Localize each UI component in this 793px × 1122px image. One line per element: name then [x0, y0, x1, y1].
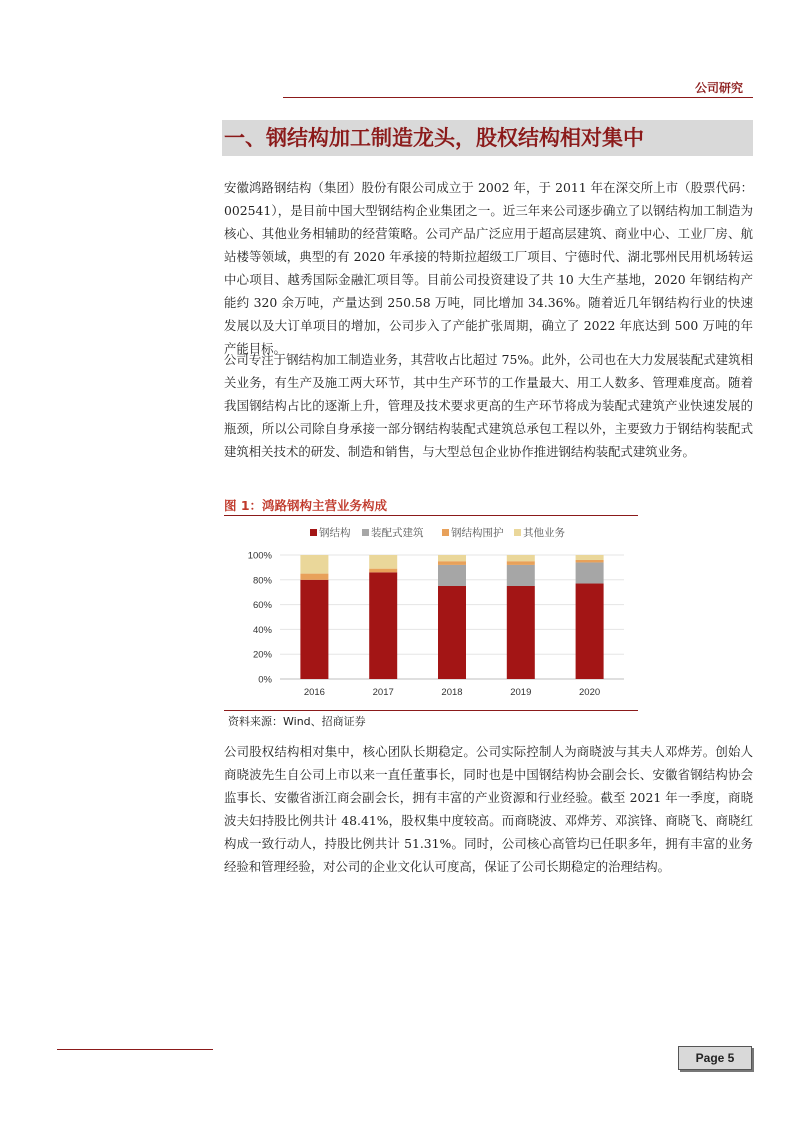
legend-label-1: 装配式建筑: [371, 527, 424, 539]
bar-2020-series-0: [576, 584, 604, 679]
chart-bars: [300, 555, 603, 679]
paragraph-shareholding: 公司股权结构相对集中，核心团队长期稳定。公司实际控制人为商晓波与其夫人邓烨芳。创始人商晓波先生自公司上市以来一直任董事长，同时也是中国钢结构协会副会长、安徽省钢结构协会监事长、安徽省浙江商会副会长，拥有丰富的产业资源和行业经验。截至 2021 年一季度，商晓波夫妇持股比例共计 48.41%，股权集中度较高。而商晓波、邓烨芳、邓滨锋、商晓飞、商晓红构成一致行动人，持股比例共计 51.31%。同时，公司核心高管均已任职多年，拥有丰富的业务经验和管理经验，对公司的企业文化认可度高，保证了公司长期稳定的治理结构。: [224, 744, 753, 874]
x-tick-label-2018: 2018: [441, 687, 463, 698]
legend-swatch-0: [310, 529, 317, 536]
legend-swatch-2: [442, 529, 449, 536]
x-tick-label-2020: 2020: [579, 687, 601, 698]
figure-title: 图 1：鸿路钢构主营业务构成: [224, 498, 388, 513]
bar-2016-series-3: [300, 555, 328, 574]
x-tick-label-2019: 2019: [510, 687, 532, 698]
bar-2017-series-2: [369, 569, 397, 573]
bar-2018-series-3: [438, 555, 466, 561]
bar-2020-series-3: [576, 555, 604, 560]
bar-2018-series-1: [438, 565, 466, 586]
figure-rule-top: [224, 515, 638, 516]
paragraph-business-focus: 公司专注于钢结构加工制造业务，其营收占比超过 75%。此外，公司也在大力发展装配式建筑相关业务，有生产及施工两大环节，其中生产环节的工作量最大、用工人数多、管理难度高。随着我国钢结构占比的逐渐上升，管理及技术要求更高的生产环节将成为装配式建筑产业快速发展的瓶颈，所以公司除自身承接一部分钢结构装配式建筑总承包工程以外，主要致力于钢结构装配式建筑相关技术的研发、制造和销售，与大型总包企业协作推进钢结构装配式建筑业务。: [224, 352, 753, 459]
paragraph-company-intro: 安徽鸿路钢结构（集团）股份有限公司成立于 2002 年，于 2011 年在深交所上市（股票代码：002541），是目前中国大型钢结构企业集团之一。近三年来公司逐步确立了以钢结构加工制造为核心、其他业务相辅助的经营策略。公司产品广泛应用于超高层建筑、商业中心、工业厂房、航站楼等领域，典型的有 2020 年承接的特斯拉超级工厂项目、宁德时代、湖北鄂州民用机场转运中心项目、越秀国际金融汇项目等。目前公司投资建设了共 10 大生产基地，2020 年钢结构产能约 320 余万吨，产量达到 250.58 万吨，同比增加 34.36%。随着近几年钢结构行业的快速发展以及大订单项目的增加，公司步入了产能扩张周期，确立了 2022 年底达到 500 万吨的年产能目标。: [224, 180, 753, 356]
bar-2017-series-0: [369, 572, 397, 679]
bar-2016-series-0: [300, 580, 328, 679]
x-tick-label-2017: 2017: [372, 687, 394, 698]
bar-2019-series-1: [507, 565, 535, 586]
bar-2019-series-3: [507, 555, 535, 561]
bar-2019-series-2: [507, 561, 535, 565]
legend-label-0: 钢结构: [319, 527, 351, 539]
legend-label-3: 其他业务: [523, 527, 565, 539]
y-tick-label-2: 40%: [252, 624, 272, 636]
x-tick-label-2016: 2016: [303, 687, 325, 698]
section-title: 一、钢结构加工制造龙头，股权结构相对集中: [224, 126, 644, 150]
business-composition-chart: [224, 518, 638, 708]
figure-source: 资料来源：Wind、招商证券: [228, 715, 366, 728]
bar-2017-series-3: [369, 555, 397, 569]
figure-rule-bottom: [224, 710, 638, 711]
y-tick-label-5: 100%: [247, 550, 272, 562]
chart-legend: [310, 526, 565, 539]
y-tick-label-0: 0%: [258, 674, 272, 686]
y-tick-label-3: 60%: [252, 600, 272, 612]
bar-2019-series-0: [507, 586, 535, 679]
page-number: Page 5: [678, 1046, 752, 1070]
legend-label-2: 钢结构围护: [451, 527, 504, 539]
chart-y-axis: [248, 551, 273, 686]
bar-2020-series-1: [576, 562, 604, 583]
footer-rule: [57, 1049, 213, 1050]
y-tick-label-1: 20%: [252, 649, 272, 661]
section-title-bar: [222, 120, 753, 156]
bar-2018-series-0: [438, 586, 466, 679]
header-label: 公司研究: [694, 81, 743, 95]
bar-2016-series-2: [300, 574, 328, 580]
bar-2018-series-2: [438, 561, 466, 565]
y-tick-label-4: 80%: [252, 575, 272, 587]
chart-x-axis: [304, 687, 600, 698]
legend-swatch-3: [514, 529, 521, 536]
header-rule: [283, 97, 753, 98]
bar-2020-series-2: [576, 560, 604, 562]
legend-swatch-1: [362, 529, 369, 536]
